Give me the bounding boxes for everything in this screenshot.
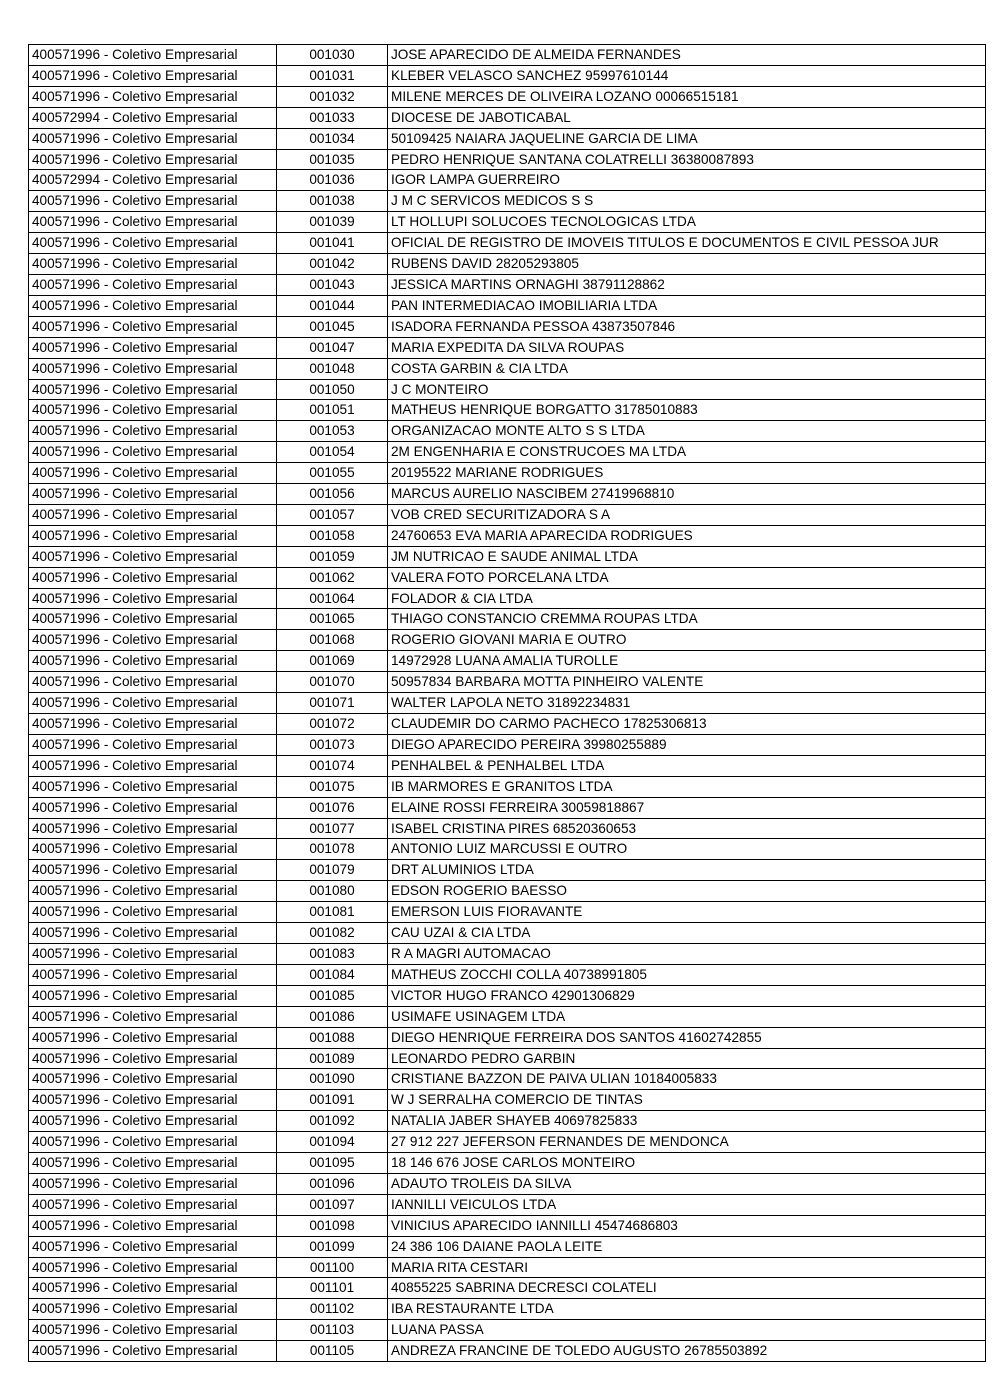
code-cell: 001096 [277,1173,388,1194]
code-cell: 001089 [277,1048,388,1069]
code-cell: 001034 [277,128,388,149]
name-cell: MARIA EXPEDITA DA SILVA ROUPAS [388,337,986,358]
name-cell: ADAUTO TROLEIS DA SILVA [388,1173,986,1194]
table-row [29,358,986,379]
table-row [29,525,986,546]
name-cell: JOSE APARECIDO DE ALMEIDA FERNANDES [388,45,986,66]
code-cell: 001100 [277,1257,388,1278]
code-cell: 001035 [277,149,388,170]
table-row [29,881,986,902]
code-cell: 001050 [277,379,388,400]
plan-cell: 400571996 - Coletivo Empresarial [29,630,277,651]
table-row [29,923,986,944]
code-cell: 001057 [277,504,388,525]
code-cell: 001095 [277,1153,388,1174]
table-row [29,693,986,714]
code-cell: 001099 [277,1236,388,1257]
table-row [29,1132,986,1153]
table-row [29,672,986,693]
code-cell: 001080 [277,881,388,902]
plan-cell: 400571996 - Coletivo Empresarial [29,609,277,630]
plan-cell: 400571996 - Coletivo Empresarial [29,1153,277,1174]
table-row [29,1257,986,1278]
plan-cell: 400571996 - Coletivo Empresarial [29,672,277,693]
name-cell: 24760653 EVA MARIA APARECIDA RODRIGUES [388,525,986,546]
name-cell: PEDRO HENRIQUE SANTANA COLATRELLI 36380087893 [388,149,986,170]
code-cell: 001075 [277,776,388,797]
plan-cell: 400571996 - Coletivo Empresarial [29,274,277,295]
name-cell: J M C SERVICOS MEDICOS S S [388,191,986,212]
code-cell: 001030 [277,45,388,66]
code-cell: 001084 [277,964,388,985]
plan-cell: 400571996 - Coletivo Empresarial [29,1069,277,1090]
name-cell: J C MONTEIRO [388,379,986,400]
code-cell: 001068 [277,630,388,651]
name-cell: DIEGO HENRIQUE FERREIRA DOS SANTOS 41602742855 [388,1027,986,1048]
name-cell: LT HOLLUPI SOLUCOES TECNOLOGICAS LTDA [388,212,986,233]
name-cell: PENHALBEL & PENHALBEL LTDA [388,755,986,776]
name-cell: 20195522 MARIANE RODRIGUES [388,463,986,484]
table-row [29,755,986,776]
name-cell: PAN INTERMEDIACAO IMOBILIARIA LTDA [388,295,986,316]
name-cell: DRT ALUMINIOS LTDA [388,860,986,881]
name-cell: ELAINE ROSSI FERREIRA 30059818867 [388,797,986,818]
table-row [29,630,986,651]
table-row [29,316,986,337]
plan-cell: 400571996 - Coletivo Empresarial [29,1132,277,1153]
table-row [29,985,986,1006]
table-row [29,45,986,66]
plan-cell: 400571996 - Coletivo Empresarial [29,233,277,254]
plan-cell: 400571996 - Coletivo Empresarial [29,191,277,212]
code-cell: 001097 [277,1194,388,1215]
plan-cell: 400572994 - Coletivo Empresarial [29,170,277,191]
name-cell: MATHEUS ZOCCHI COLLA 40738991805 [388,964,986,985]
code-cell: 001091 [277,1090,388,1111]
code-cell: 001059 [277,546,388,567]
table-row [29,1048,986,1069]
code-cell: 001039 [277,212,388,233]
name-cell: ISABEL CRISTINA PIRES 68520360653 [388,818,986,839]
table-row [29,295,986,316]
name-cell: IB MARMORES E GRANITOS LTDA [388,776,986,797]
name-cell: VICTOR HUGO FRANCO 42901306829 [388,985,986,1006]
code-cell: 001102 [277,1299,388,1320]
code-cell: 001085 [277,985,388,1006]
plan-cell: 400571996 - Coletivo Empresarial [29,693,277,714]
table-body [29,45,986,1362]
plan-cell: 400571996 - Coletivo Empresarial [29,1006,277,1027]
name-cell: WALTER LAPOLA NETO 31892234831 [388,693,986,714]
plan-cell: 400571996 - Coletivo Empresarial [29,923,277,944]
table-row [29,609,986,630]
name-cell: ISADORA FERNANDA PESSOA 43873507846 [388,316,986,337]
name-cell: IGOR LAMPA GUERREIRO [388,170,986,191]
table-row [29,337,986,358]
plan-cell: 400571996 - Coletivo Empresarial [29,902,277,923]
table-row [29,797,986,818]
plan-cell: 400571996 - Coletivo Empresarial [29,1090,277,1111]
plan-cell: 400571996 - Coletivo Empresarial [29,337,277,358]
table-row [29,860,986,881]
code-cell: 001105 [277,1341,388,1362]
plan-cell: 400571996 - Coletivo Empresarial [29,316,277,337]
code-cell: 001041 [277,233,388,254]
name-cell: CRISTIANE BAZZON DE PAIVA ULIAN 10184005833 [388,1069,986,1090]
plan-cell: 400571996 - Coletivo Empresarial [29,1236,277,1257]
code-cell: 001101 [277,1278,388,1299]
table-row [29,964,986,985]
plan-cell: 400571996 - Coletivo Empresarial [29,776,277,797]
table-row [29,1173,986,1194]
table-row [29,1236,986,1257]
plan-cell: 400571996 - Coletivo Empresarial [29,943,277,964]
name-cell: CLAUDEMIR DO CARMO PACHECO 17825306813 [388,714,986,735]
name-cell: MATHEUS HENRIQUE BORGATTO 31785010883 [388,400,986,421]
plan-cell: 400571996 - Coletivo Empresarial [29,964,277,985]
plan-cell: 400571996 - Coletivo Empresarial [29,65,277,86]
code-cell: 001083 [277,943,388,964]
plan-cell: 400571996 - Coletivo Empresarial [29,379,277,400]
name-cell: THIAGO CONSTANCIO CREMMA ROUPAS LTDA [388,609,986,630]
code-cell: 001079 [277,860,388,881]
table-row [29,818,986,839]
table-row [29,839,986,860]
code-cell: 001090 [277,1069,388,1090]
name-cell: VALERA FOTO PORCELANA LTDA [388,567,986,588]
code-cell: 001064 [277,588,388,609]
name-cell: IANNILLI VEICULOS LTDA [388,1194,986,1215]
plan-cell: 400571996 - Coletivo Empresarial [29,881,277,902]
code-cell: 001086 [277,1006,388,1027]
code-cell: 001044 [277,295,388,316]
code-cell: 001065 [277,609,388,630]
table-row [29,902,986,923]
plan-cell: 400571996 - Coletivo Empresarial [29,714,277,735]
code-cell: 001078 [277,839,388,860]
table-row [29,588,986,609]
code-cell: 001055 [277,463,388,484]
table-row [29,191,986,212]
plan-cell: 400571996 - Coletivo Empresarial [29,400,277,421]
name-cell: OFICIAL DE REGISTRO DE IMOVEIS TITULOS E DOCUMENTOS E CIVIL PESSOA JUR [388,233,986,254]
plan-cell: 400571996 - Coletivo Empresarial [29,128,277,149]
code-cell: 001054 [277,442,388,463]
plan-cell: 400571996 - Coletivo Empresarial [29,860,277,881]
table-row [29,504,986,525]
table-row [29,714,986,735]
name-cell: 2M ENGENHARIA E CONSTRUCOES MA LTDA [388,442,986,463]
code-cell: 001076 [277,797,388,818]
plan-cell: 400571996 - Coletivo Empresarial [29,484,277,505]
plan-cell: 400571996 - Coletivo Empresarial [29,1341,277,1362]
code-cell: 001053 [277,421,388,442]
plan-cell: 400571996 - Coletivo Empresarial [29,525,277,546]
table-row [29,379,986,400]
name-cell: 40855225 SABRINA DECRESCI COLATELI [388,1278,986,1299]
plan-cell: 400571996 - Coletivo Empresarial [29,86,277,107]
table-row [29,400,986,421]
table-row [29,484,986,505]
name-cell: 24 386 106 DAIANE PAOLA LEITE [388,1236,986,1257]
name-cell: MARCUS AURELIO NASCIBEM 27419968810 [388,484,986,505]
name-cell: MARIA RITA CESTARI [388,1257,986,1278]
name-cell: ANDREZA FRANCINE DE TOLEDO AUGUSTO 26785503892 [388,1341,986,1362]
name-cell: 27 912 227 JEFERSON FERNANDES DE MENDONCA [388,1132,986,1153]
table-row [29,254,986,275]
table-row [29,651,986,672]
plan-cell: 400571996 - Coletivo Empresarial [29,1027,277,1048]
plan-cell: 400571996 - Coletivo Empresarial [29,1173,277,1194]
code-cell: 001081 [277,902,388,923]
table-row [29,546,986,567]
name-cell: ROGERIO GIOVANI MARIA E OUTRO [388,630,986,651]
code-cell: 001056 [277,484,388,505]
table-row [29,107,986,128]
code-cell: 001098 [277,1215,388,1236]
name-cell: 14972928 LUANA AMALIA TUROLLE [388,651,986,672]
plan-cell: 400571996 - Coletivo Empresarial [29,839,277,860]
code-cell: 001047 [277,337,388,358]
plan-cell: 400571996 - Coletivo Empresarial [29,463,277,484]
plan-cell: 400571996 - Coletivo Empresarial [29,212,277,233]
code-cell: 001092 [277,1111,388,1132]
plan-cell: 400571996 - Coletivo Empresarial [29,651,277,672]
plan-cell: 400571996 - Coletivo Empresarial [29,734,277,755]
table-row [29,1027,986,1048]
table-row [29,463,986,484]
document-page [28,44,985,1362]
table-row [29,1153,986,1174]
name-cell: ORGANIZACAO MONTE ALTO S S LTDA [388,421,986,442]
plan-cell: 400571996 - Coletivo Empresarial [29,45,277,66]
code-cell: 001051 [277,400,388,421]
table-row [29,943,986,964]
table-row [29,233,986,254]
plan-cell: 400571996 - Coletivo Empresarial [29,358,277,379]
table-row [29,776,986,797]
code-cell: 001094 [277,1132,388,1153]
name-cell: 50109425 NAIARA JAQUELINE GARCIA DE LIMA [388,128,986,149]
plan-cell: 400571996 - Coletivo Empresarial [29,985,277,1006]
name-cell: R A MAGRI AUTOMACAO [388,943,986,964]
table-row [29,128,986,149]
name-cell: MILENE MERCES DE OLIVEIRA LOZANO 00066515181 [388,86,986,107]
code-cell: 001074 [277,755,388,776]
plan-cell: 400571996 - Coletivo Empresarial [29,546,277,567]
name-cell: NATALIA JABER SHAYEB 40697825833 [388,1111,986,1132]
plan-cell: 400571996 - Coletivo Empresarial [29,149,277,170]
plan-cell: 400571996 - Coletivo Empresarial [29,254,277,275]
table-row [29,1006,986,1027]
code-cell: 001031 [277,65,388,86]
plan-cell: 400571996 - Coletivo Empresarial [29,755,277,776]
plan-cell: 400571996 - Coletivo Empresarial [29,421,277,442]
name-cell: W J SERRALHA COMERCIO DE TINTAS [388,1090,986,1111]
plan-cell: 400571996 - Coletivo Empresarial [29,797,277,818]
plan-cell: 400571996 - Coletivo Empresarial [29,295,277,316]
table-row [29,170,986,191]
plan-cell: 400572994 - Coletivo Empresarial [29,107,277,128]
name-cell: VINICIUS APARECIDO IANNILLI 45474686803 [388,1215,986,1236]
name-cell: LEONARDO PEDRO GARBIN [388,1048,986,1069]
table-row [29,1111,986,1132]
plan-cell: 400571996 - Coletivo Empresarial [29,1215,277,1236]
table-row [29,1215,986,1236]
table-row [29,1194,986,1215]
name-cell: RUBENS DAVID 28205293805 [388,254,986,275]
name-cell: 50957834 BARBARA MOTTA PINHEIRO VALENTE [388,672,986,693]
name-cell: DIEGO APARECIDO PEREIRA 39980255889 [388,734,986,755]
name-cell: KLEBER VELASCO SANCHEZ 95997610144 [388,65,986,86]
plan-cell: 400571996 - Coletivo Empresarial [29,1278,277,1299]
table-row [29,734,986,755]
code-cell: 001077 [277,818,388,839]
code-cell: 001038 [277,191,388,212]
plan-cell: 400571996 - Coletivo Empresarial [29,1299,277,1320]
code-cell: 001072 [277,714,388,735]
plan-cell: 400571996 - Coletivo Empresarial [29,1257,277,1278]
plan-cell: 400571996 - Coletivo Empresarial [29,1048,277,1069]
code-cell: 001088 [277,1027,388,1048]
table-row [29,567,986,588]
code-cell: 001045 [277,316,388,337]
code-cell: 001032 [277,86,388,107]
table-row [29,149,986,170]
plan-cell: 400571996 - Coletivo Empresarial [29,818,277,839]
name-cell: IBA RESTAURANTE LTDA [388,1299,986,1320]
code-cell: 001069 [277,651,388,672]
name-cell: DIOCESE DE JABOTICABAL [388,107,986,128]
plan-cell: 400571996 - Coletivo Empresarial [29,1194,277,1215]
code-cell: 001042 [277,254,388,275]
plan-cell: 400571996 - Coletivo Empresarial [29,442,277,463]
code-cell: 001082 [277,923,388,944]
table-row [29,442,986,463]
table-row [29,1299,986,1320]
table-row [29,1341,986,1362]
code-cell: 001033 [277,107,388,128]
plan-cell: 400571996 - Coletivo Empresarial [29,567,277,588]
name-cell: LUANA PASSA [388,1320,986,1341]
contracts-table [28,44,986,1362]
code-cell: 001062 [277,567,388,588]
table-row [29,421,986,442]
name-cell: ANTONIO LUIZ MARCUSSI E OUTRO [388,839,986,860]
name-cell: CAU UZAI & CIA LTDA [388,923,986,944]
code-cell: 001073 [277,734,388,755]
table-row [29,86,986,107]
code-cell: 001048 [277,358,388,379]
name-cell: COSTA GARBIN & CIA LTDA [388,358,986,379]
code-cell: 001103 [277,1320,388,1341]
code-cell: 001036 [277,170,388,191]
name-cell: USIMAFE USINAGEM LTDA [388,1006,986,1027]
name-cell: JM NUTRICAO E SAUDE ANIMAL LTDA [388,546,986,567]
code-cell: 001043 [277,274,388,295]
table-row [29,65,986,86]
name-cell: EMERSON LUIS FIORAVANTE [388,902,986,923]
plan-cell: 400571996 - Coletivo Empresarial [29,1320,277,1341]
table-row [29,274,986,295]
table-row [29,1090,986,1111]
table-row [29,1278,986,1299]
name-cell: VOB CRED SECURITIZADORA S A [388,504,986,525]
code-cell: 001058 [277,525,388,546]
plan-cell: 400571996 - Coletivo Empresarial [29,504,277,525]
table-row [29,212,986,233]
name-cell: EDSON ROGERIO BAESSO [388,881,986,902]
table-row [29,1320,986,1341]
code-cell: 001070 [277,672,388,693]
plan-cell: 400571996 - Coletivo Empresarial [29,1111,277,1132]
name-cell: JESSICA MARTINS ORNAGHI 38791128862 [388,274,986,295]
table-row [29,1069,986,1090]
name-cell: FOLADOR & CIA LTDA [388,588,986,609]
code-cell: 001071 [277,693,388,714]
plan-cell: 400571996 - Coletivo Empresarial [29,588,277,609]
name-cell: 18 146 676 JOSE CARLOS MONTEIRO [388,1153,986,1174]
